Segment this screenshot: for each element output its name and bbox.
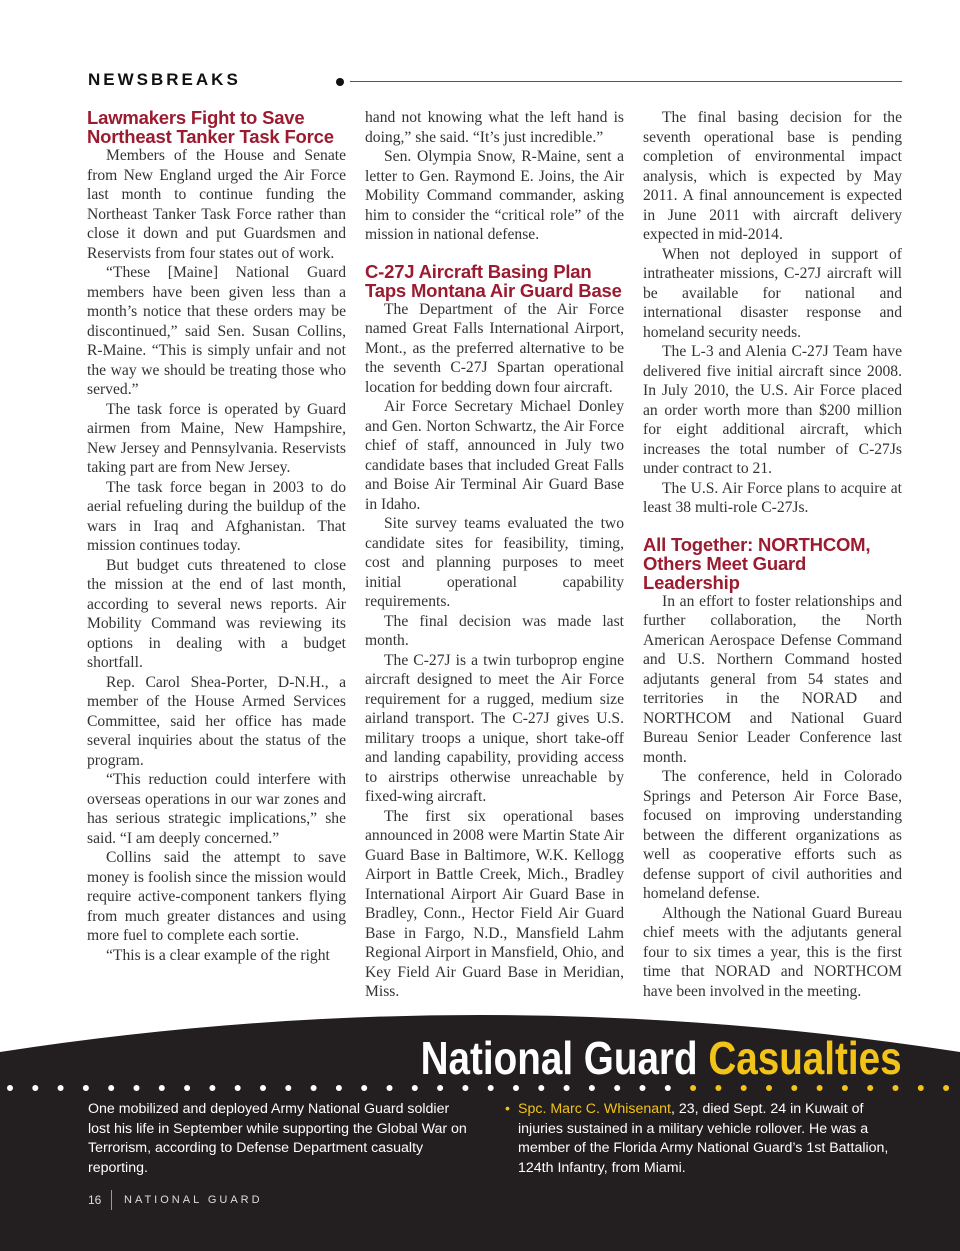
article-paragraph: The final basing decision for the seventh operational base is pending completion of environmental impact analysis, which is expected by May 2011. A final announcement is expected in June 2011 with aircraft delivery expected in mid-2014.: [643, 109, 902, 243]
banner-title-main: National Guard: [420, 1032, 698, 1084]
article-headline-northcom: All Together: NORTHCOM, Others Meet Guard Leadership: [643, 533, 871, 593]
divider-dot: [336, 1085, 342, 1091]
article-paragraph: Rep. Carol Shea-Porter, D-N.H., a member of the House Armed Services Committee, said her office has made several inquiries about the status of the program.: [87, 673, 346, 769]
article-paragraph: The final decision was made last month.: [365, 612, 624, 649]
page-number: 16: [88, 1193, 102, 1207]
divider-dot: [134, 1085, 140, 1091]
banner-title: [421, 1030, 902, 1086]
divider-dot: [209, 1085, 215, 1091]
article-headline-tanker: Lawmakers Fight to Save Northeast Tanker Task Force: [87, 107, 334, 147]
article-paragraph: In an effort to foster relationships and further collaboration, the North American Aerospace Defense Command and U.S. Northern Command hosted adjutants general from 54 states and territories in the NORAD and NORTHCOM and National Guard Bureau Senior Leader Conference last month.: [643, 592, 902, 766]
article-paragraph: The C-27J is a twin turboprop engine aircraft designed to meet the Air Force requirement for a rugged, medium size airland transport. The C-27J gives U.S. military troops a unique, short take-off and landing capability, providing access to airstrips otherwise unreachable by fixed-wing aircraft.: [365, 651, 624, 805]
casualty-entry: [505, 1100, 905, 1178]
divider-dot: [7, 1085, 13, 1091]
casualty-details: , 23, died Sept. 24 in Kuwait of injuries sustained in a military vehicle rollover. He was a member of the Florida Army National Guard’s 1st Battalion, 124th Infantry, from Miami.: [518, 1101, 889, 1176]
article-paragraph: “These [Maine] National Guard members have been given less than a month’s notice that these orders may be discontinued,” said Sen. Susan Collins, R-Maine. “This is simply unfair and not the way we should be treating those who served.”: [87, 264, 346, 398]
article-paragraph: Site survey teams evaluated the two candidate sites for feasibility, timing, cost and planning purposes to meet initial operational capability requirements.: [365, 515, 624, 610]
article-paragraph: Collins said the attempt to save money is foolish since the mission would require active-component tankers flying from much greater distances and using more fuel to complete each sortie.: [87, 849, 346, 944]
divider-dot: [235, 1085, 241, 1091]
article-column-3: [643, 108, 902, 1001]
divider-dot: [766, 1085, 772, 1091]
footer-separator: [111, 1190, 112, 1210]
article-paragraph: The U.S. Air Force plans to acquire at least 38 multi-role C-27Js.: [643, 479, 902, 516]
divider-dot: [159, 1085, 165, 1091]
divider-dot: [412, 1085, 418, 1091]
divider-dot: [462, 1085, 468, 1091]
casualty-name: Spc. Marc C. Whisenant: [518, 1101, 671, 1117]
divider-dot: [311, 1085, 317, 1091]
divider-dot: [867, 1085, 873, 1091]
article-paragraph: hand not knowing what the left hand is doing,” she said. “It’s just incredible.”: [365, 109, 624, 146]
divider-dot: [715, 1085, 721, 1091]
divider-dot: [513, 1085, 519, 1091]
article-paragraph: The task force began in 2003 to do aerial refueling during the buildup of the wars in Iraq and Afghanistan. That mission continues today.: [87, 478, 346, 554]
divider-dot: [690, 1085, 696, 1091]
article-paragraph: The first six operational bases announced in 2008 were Martin State Air Guard Base in Baltimore, W.K. Kellogg Airport in Battle Creek, Mich., Bradley International Airport Air Guard Base in Bradley, Conn., Hector Field Air Guard Base in Fargo, N.D., Mansfield Lahm Regional Airport in Mansfield, Ohio, and Key Field Air Guard Base in Meridian, Miss.: [365, 807, 624, 1000]
divider-dot: [589, 1085, 595, 1091]
article-body-tanker: [87, 146, 346, 965]
divider-dot: [614, 1085, 620, 1091]
article-paragraph: Sen. Olympia Snow, R-Maine, sent a letter to Gen. Raymond E. Joins, the Air Mobility Command commander, asking him to consider the “critical role” of the mission in national defense.: [365, 148, 624, 243]
divider-dot: [488, 1085, 494, 1091]
divider-dot: [437, 1085, 443, 1091]
divider-dot: [32, 1085, 38, 1091]
article-body-c27j: [365, 300, 624, 1002]
bullet-icon: •: [505, 1101, 510, 1117]
divider-dot: [538, 1085, 544, 1091]
divider-dot: [842, 1085, 848, 1091]
divider-dot: [943, 1085, 949, 1091]
divider-dot: [665, 1085, 671, 1091]
article-column-2: [365, 108, 624, 1002]
article-paragraph: Air Force Secretary Michael Donley and Gen. Norton Schwartz, the Air Force chief of staff, announced in July two candidate bases that included Great Falls and Boise Air Terminal Air Guard Base in Idaho.: [365, 398, 624, 513]
dotted-divider: [0, 1082, 960, 1094]
divider-dot: [564, 1085, 570, 1091]
divider-dot: [58, 1085, 64, 1091]
article-paragraph: When not deployed in support of intratheater missions, C-27J aircraft will be available for national and international disaster response and homeland security needs.: [643, 245, 902, 341]
divider-dot: [817, 1085, 823, 1091]
article-body-tanker-end: [365, 147, 624, 245]
article-body-c27j-end: [643, 108, 902, 518]
divider-dot: [184, 1085, 190, 1091]
divider-dot: [640, 1085, 646, 1091]
article-body-northcom: [643, 592, 902, 1002]
article-paragraph: The L-3 and Alenia C-27J Team have delivered five initial aircraft since 2008. In July 2010, the U.S. Air Force placed an order worth more than $200 million for eight additional aircraft, which increases the total number of C-27Js under contract to 21.: [643, 343, 902, 477]
article-paragraph: “This is a clear example of the right: [106, 946, 330, 964]
casualties-banner: [0, 1000, 960, 1251]
section-dot: [336, 78, 344, 86]
divider-dot: [918, 1085, 924, 1091]
divider-dot: [83, 1085, 89, 1091]
casualties-intro: One mobilized and deployed Army National Guard soldier lost his life in September while supporting the Global War on Terrorism, according to Defense Department casualty reporting.: [88, 1101, 467, 1176]
article-paragraph: “This reduction could interfere with overseas operations in our war zones and has serious strategic implications,” she said. “I am deeply concerned.”: [87, 771, 346, 847]
article-paragraph: The task force is operated by Guard airmen from Maine, New Hampshire, New Jersey and Pennsylvania. Reservists taking part are from New Jersey.: [87, 400, 346, 476]
article-paragraph: The conference, held in Colorado Springs and Peterson Air Force Base, focused on improving understanding between the different organizations as well as cooperative efforts such as defense support of civil authorities and homeland defense.: [643, 768, 902, 902]
article-continuation: [365, 108, 624, 147]
article-paragraph: The Department of the Air Force named Great Falls International Airport, Mont., as the preferred alternative to be the seventh C-27J Spartan operational location for bedding down four aircraft.: [365, 300, 624, 396]
article-paragraph: Members of the House and Senate from New England urged the Air Force last month to continue funding the Northeast Tanker Task Force rather than close it down and put Guardsmen and Reservists from four states out of work.: [87, 147, 346, 262]
divider-dot: [741, 1085, 747, 1091]
divider-dot: [791, 1085, 797, 1091]
article-paragraph: But budget cuts threatened to close the mission at the end of last month, according to several news reports. Air Mobility Command was reviewing its options in dealing with a budget shortfall.: [87, 556, 346, 671]
divider-dot: [260, 1085, 266, 1091]
magazine-name: NATIONAL GUARD: [124, 1194, 263, 1206]
section-rule: [350, 81, 902, 82]
section-header: [88, 70, 902, 92]
divider-dot: [387, 1085, 393, 1091]
article-headline-c27j: C-27J Aircraft Basing Plan Taps Montana Air Guard Base: [365, 260, 622, 301]
banner-title-highlight: Casualties: [708, 1032, 902, 1084]
divider-dot: [893, 1085, 899, 1091]
article-paragraph: Although the National Guard Bureau chief meets with the adjutants general four to six times a year, this is the first time that NORAD and NORTHCOM have been involved in the meeting.: [643, 904, 902, 1000]
article-column-1: [87, 108, 346, 965]
divider-dot: [361, 1085, 367, 1091]
section-label: NEWSBREAKS: [88, 70, 241, 89]
divider-dot: [108, 1085, 114, 1091]
divider-dot: [285, 1085, 291, 1091]
